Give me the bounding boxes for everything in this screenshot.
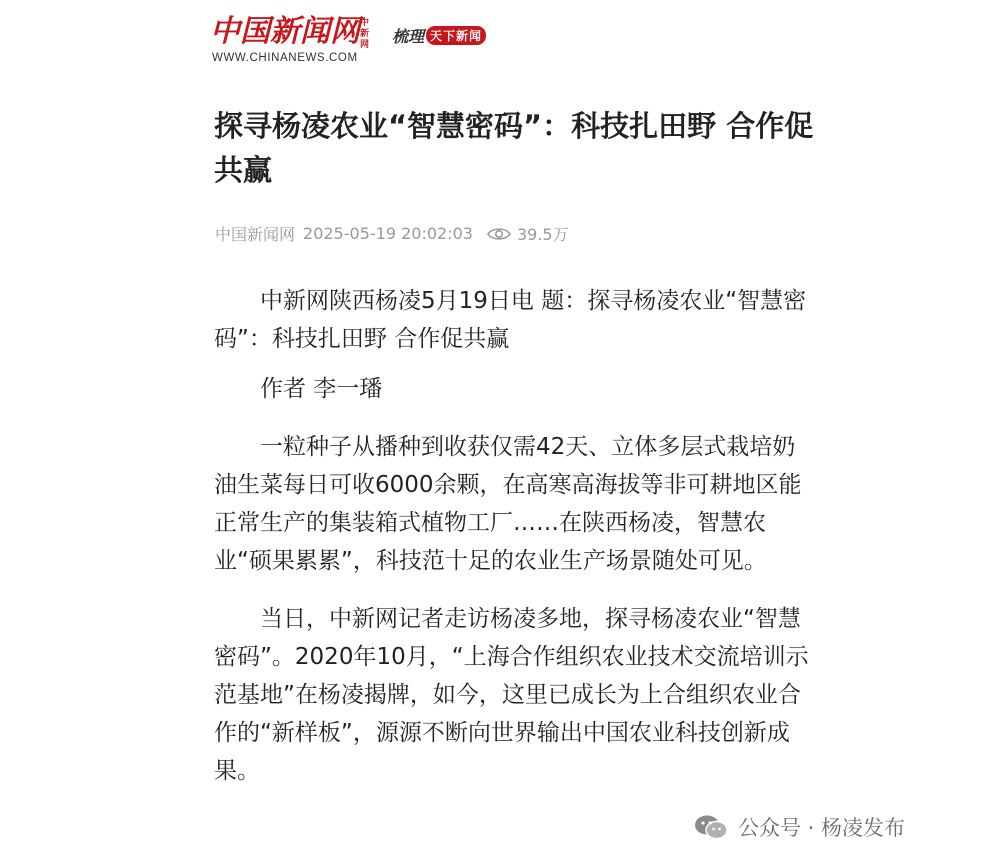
slogan-badge: 天下新闻 — [426, 26, 486, 45]
watermark-text: 公众号 · 杨凌发布 — [738, 816, 906, 840]
article-source[interactable]: 中国新闻网 — [215, 225, 296, 244]
site-slogan — [392, 24, 486, 47]
article-datetime: 2025-05-19 20:02:03 — [303, 224, 473, 243]
article-byline: 作者 李一璠 — [260, 376, 383, 402]
slogan-prefix: 梳理 — [392, 27, 425, 46]
watermark — [694, 812, 905, 842]
eye-icon — [487, 226, 511, 242]
site-url: WWW.CHINANEWS.COM — [212, 52, 358, 64]
logo-side-text: 中新网 — [360, 18, 370, 50]
article-paragraph: 中新网陕西杨凌5月19日电 题：探寻杨凌农业“智慧密码”：科技扎田野 合作促共赢 — [214, 288, 807, 352]
site-logo[interactable]: 中国新闻网 — [210, 14, 360, 49]
article-paragraph: 当日，中新网记者走访杨凌多地，探寻杨凌农业“智慧密码”。2020年10月，“上海合作组织农业技术交流培训示范基地”在杨凌揭牌，如今，这里已成长为上合组织农业合作的“新样板”，源源不断向世界输出中国农业科技创新成果。 — [214, 606, 809, 784]
article-paragraph: 一粒种子从播种到收获仅需42天、立体多层式栽培奶油生菜每日可收6000余颗，在高寒高海拔等非可耕地区能正常生产的集装箱式植物工厂……在陕西杨凌，智慧农业“硕果累累”，科技范十足的农业生产场景随处可见。 — [214, 434, 802, 574]
site-header — [210, 14, 530, 70]
article-title: 探寻杨凌农业“智慧密码”：科技扎田野 合作促共赢 — [214, 109, 814, 187]
article-meta — [215, 222, 569, 245]
wechat-icon — [694, 814, 728, 840]
article-body — [214, 282, 818, 810]
view-count: 39.5万 — [516, 225, 569, 244]
